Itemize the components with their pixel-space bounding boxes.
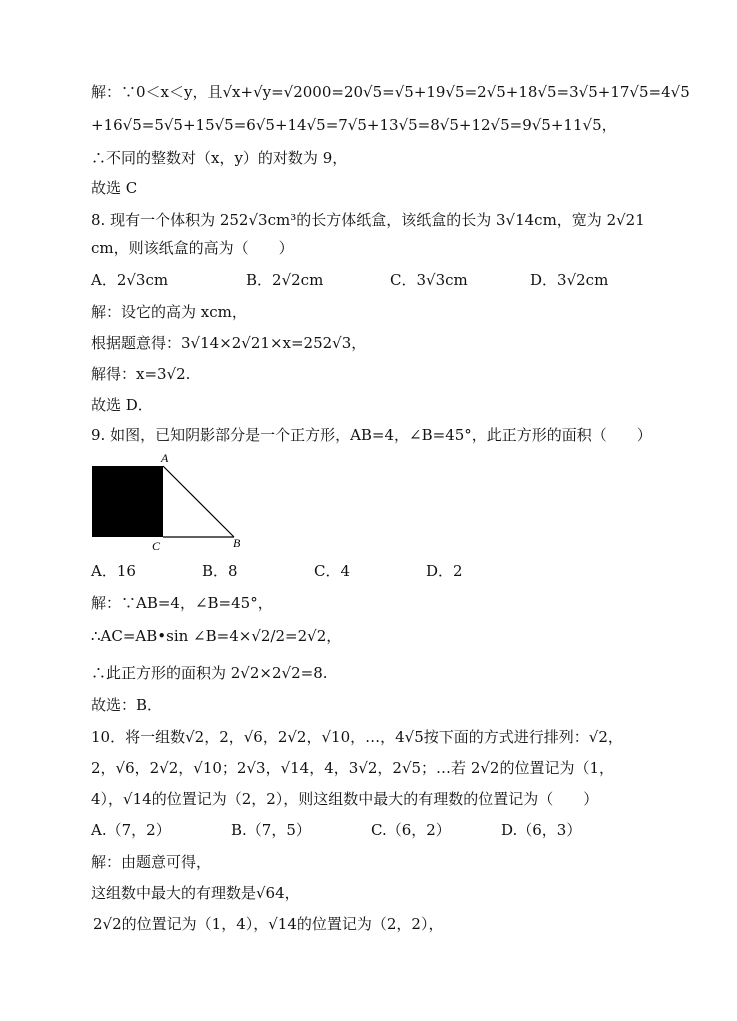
- solution-8-line-1: 解：设它的高为 xcm，: [91, 303, 247, 321]
- q9-option-a: A．16: [91, 562, 136, 580]
- question-10-line-1: 10．将一组数√2，2，√6，2√2，√10，…，4√5按下面的方式进行排列：√2，: [91, 728, 623, 746]
- question-8-line-1: 8. 现有一个体积为 252√3cm³的长方体纸盒，该纸盒的长为 3√14cm，宽为 2√21: [91, 211, 645, 229]
- q10-option-c: C.（6，2）: [371, 821, 451, 839]
- q8-option-c: C．3√3cm: [390, 271, 468, 289]
- q8-option-a: A．2√3cm: [91, 271, 169, 289]
- point-a-label: A: [161, 451, 169, 465]
- solution-prev-line-2: +16√5=5√5+15√5=6√5+14√5=7√5+13√5=8√5+12√5=9√5+11√5，: [91, 116, 617, 134]
- question-9-text: 9. 如图，已知阴影部分是一个正方形，AB=4，∠B=45°，此正方形的面积（ ）: [91, 426, 652, 444]
- solution-10-line-2: 这组数中最大的有理数是√64，: [91, 884, 300, 902]
- solution-prev-line-3: ∴不同的整数对（x，y）的对数为 9，: [91, 149, 348, 167]
- solution-prev-answer: 故选 C: [91, 179, 138, 197]
- solution-prev-line-1: 解：∵0＜x＜y，且√x+√y=√2000=20√5=√5+19√5=2√5+18√5=3√5+17√5=4√5: [91, 83, 690, 101]
- question-8-line-2: cm，则该纸盒的高为（ ）: [91, 239, 294, 257]
- solution-8-line-2: 根据题意得：3√14×2√21×x=252√3，: [91, 334, 367, 352]
- question-10-line-3: 4），√14的位置记为（2，2），则这组数中最大的有理数的位置记为（ ）: [91, 790, 599, 808]
- q10-option-a: A.（7，2）: [91, 821, 171, 839]
- q10-option-b: B.（7，5）: [231, 821, 311, 839]
- solution-10-line-1: 解：由题意可得，: [91, 853, 212, 871]
- q9-option-c: C．4: [314, 562, 351, 580]
- q10-option-d: D.（6，3）: [501, 821, 582, 839]
- q8-option-d: D．3√2cm: [530, 271, 609, 289]
- q8-option-b: B．2√2cm: [246, 271, 324, 289]
- solution-9-line-1: 解：∵AB=4，∠B=45°，: [91, 594, 273, 612]
- question-10-line-2: 2，√6，2√2，√10；2√3，√14，4，3√2，2√5；…若 2√2的位置记为（1，: [91, 759, 615, 777]
- solution-8-line-3: 解得：x=3√2.: [91, 365, 191, 383]
- q9-option-b: B．8: [202, 562, 238, 580]
- solution-10-line-3: 2√2的位置记为（1，4），√14的位置记为（2，2），: [93, 915, 444, 933]
- solution-8-answer: 故选 D．: [91, 396, 153, 414]
- point-c-label: C: [152, 539, 161, 553]
- solution-9-line-2: ∴AC=AB•sin ∠B=4×√2/2=2√2，: [91, 627, 342, 645]
- hypotenuse-ab: [163, 466, 234, 537]
- point-b-label: B: [233, 536, 241, 550]
- shaded-square: [92, 466, 163, 537]
- solution-9-answer: 故选：B．: [91, 696, 163, 714]
- q9-option-d: D．2: [426, 562, 463, 580]
- square-triangle-figure: [88, 449, 258, 555]
- solution-9-line-3: ∴此正方形的面积为 2√2×2√2=8.: [91, 664, 328, 682]
